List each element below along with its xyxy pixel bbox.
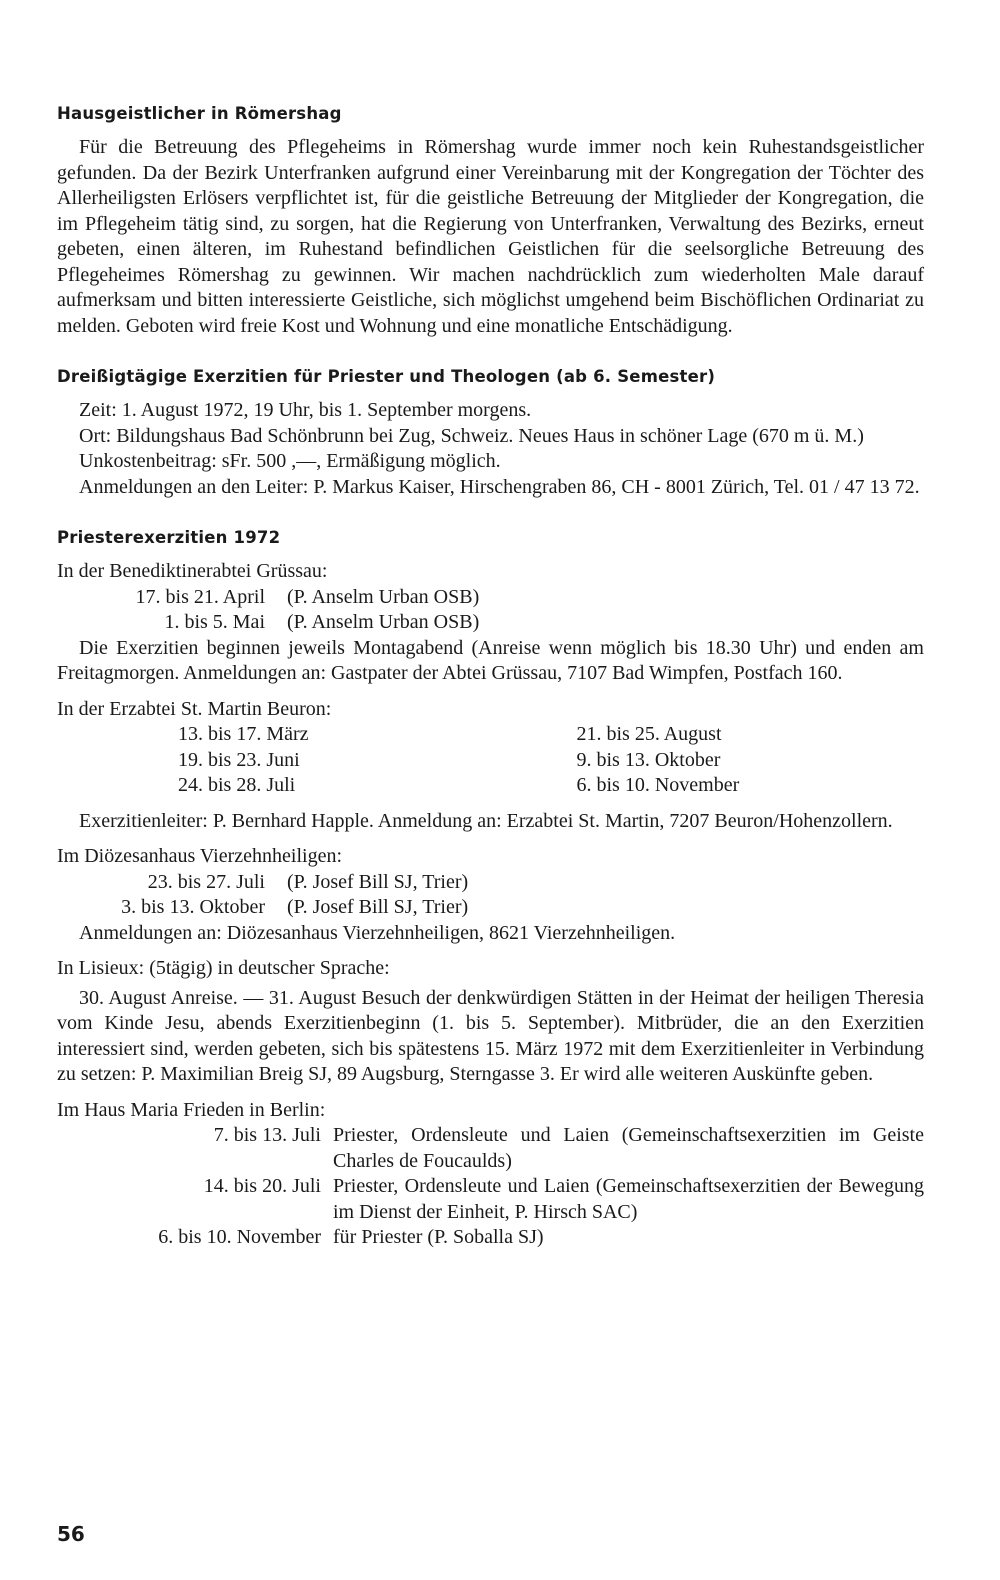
berlin-intro: Im Haus Maria Frieden in Berlin: [57,1098,326,1121]
lisieux-note: 30. August Anreise. — 31. August Besuch der denkwürdigen Stätten in der Heimat der heiligen Theresia vom Kinde Jesu, abends Exerzitienbeginn (1. bis 5. September). Mitbrüder, die an den Exerzitien interessiert sind, werden gebeten, sich bis spätestens 15. März 1972 mit dem Exerzitienleiter in Verbindung zu setzen: P. Maximilian Breig SJ, 89 Augsburg, Sterngasse 3. Er wird alle weiteren Auskünfte geben. [57,986,924,1085]
vierzehnheiligen-intro: Im Diözesanhaus Vierzehnheiligen: [57,845,342,867]
schedule-row [57,585,924,611]
section-priesterexerzitien [57,528,924,1251]
section-body: Für die Betreuung des Pflegeheims in Römershag wurde immer noch kein Ruhestandsgeistlicher gefunden. Da der Bezirk Unterfranken aufgrund einer Vereinbarung mit der Kongregation der Töchter des Allerheiligsten Erlösers verpflichtet ist, für die geistliche Betreuung der Mitglieder der Kongregation, die im Pflegeheim tätig sind, zu sorgen, hat die Regierung von Unterfranken, Verwaltung des Bezirks, erneut gebeten, einen älteren, im Ruhestand befindlichen Geistlichen für die seelsorgliche Betreuung des Pflegeheimes Römershag zu gewinnen. Wir machen nachdrücklich zum wiederholten Male darauf aufmerksam und bitten interessierte Geistliche, sich möglichst umgehend beim Bischöflichen Ordinariat zu melden. Geboten wird freie Kost und Wohnung und eine monatliche Entschädigung. [57,136,924,337]
berlin-schedule [57,1123,924,1251]
beuron-dates-left [117,722,521,799]
schedule-date: 13. bis 17. März [178,723,309,745]
ort-line: Ort: Bildungshaus Bad Schönbrunn bei Zug, Schweiz. Neues Haus in schöner Lage (670 m ü. M.) [79,424,864,447]
beuron-dates [57,722,924,799]
beitrag-line: Unkostenbeitrag: sFr. 500 ,—, Ermäßigung möglich. [79,450,501,472]
schedule-row [57,870,924,896]
schedule-date: 23. bis 27. Juli [147,870,265,893]
section-heading: Dreißigtägige Exerzitien für Priester und Theologen (ab 6. Semester) [57,367,716,386]
section-heading: Priesterexerzitien 1972 [57,528,281,547]
schedule-date: 14. bis 20. Juli [203,1175,321,1197]
schedule-row [57,895,924,921]
schedule-date: 3. bis 13. Oktober [121,896,265,918]
schedule-date: 7. bis 13. Juli [213,1124,321,1146]
beuron-dates-right [521,722,925,799]
schedule-description: Priester, Ordensleute und Laien (Gemeinschaftsexerzitien der Bewegung im Dienst der Einheit, P. Hirsch SAC) [333,1175,924,1223]
lisieux-intro: In Lisieux: (5tägig) in deutscher Sprache: [57,957,390,979]
section-roemershag [57,104,924,339]
section-dreissigtaegige-exerzitien [57,367,924,500]
beuron-note: Exerzitienleiter: P. Bernhard Happle. Anmeldung an: Erzabtei St. Martin, 7207 Beuron/Hohenzollern. [79,809,893,832]
schedule-date: 9. bis 13. Oktober [576,748,721,771]
schedule-date: 17. bis 21. April [135,585,265,608]
schedule-description: Priester, Ordensleute und Laien (Gemeinschaftsexerzitien im Geiste Charles de Foucaulds) [333,1124,924,1172]
vierzehnheiligen-note: Anmeldungen an: Diözesanhaus Vierzehnheiligen, 8621 Vierzehnheiligen. [79,921,676,944]
schedule-leader: (P. Anselm Urban OSB) [287,585,480,608]
schedule-date: 1. bis 5. Mai [164,611,265,633]
schedule-date: 6. bis 10. November [158,1226,321,1248]
document-page [57,104,924,1251]
schedule-row [57,610,924,636]
schedule-leader: (P. Anselm Urban OSB) [287,611,480,633]
schedule-leader: (P. Josef Bill SJ, Trier) [287,896,469,918]
gruessau-note: Die Exerzitien beginnen jeweils Montagabend (Anreise wenn möglich bis 18.30 Uhr) und enden am Freitagmorgen. Anmeldungen an: Gastpater der Abtei Grüssau, 7107 Bad Wimpfen, Postfach 160. [57,636,924,684]
zeit-line: Zeit: 1. August 1972, 19 Uhr, bis 1. September morgens. [79,399,532,421]
gruessau-intro: In der Benediktinerabtei Grüssau: [57,560,328,582]
schedule-date: 6. bis 10. November [576,774,740,796]
section-heading: Hausgeistlicher in Römershag [57,104,342,123]
anmeldung-line: Anmeldungen an den Leiter: P. Markus Kaiser, Hirschengraben 86, CH - 8001 Zürich, Tel. 01 / 47 13 72. [79,475,920,498]
beuron-intro: In der Erzabtei St. Martin Beuron: [57,697,332,720]
schedule-leader: (P. Josef Bill SJ, Trier) [287,870,469,893]
schedule-description: für Priester (P. Soballa SJ) [333,1226,544,1248]
schedule-date: 21. bis 25. August [576,723,722,745]
page-number: 56 [57,1522,85,1546]
schedule-date: 24. bis 28. Juli [178,774,296,796]
schedule-date: 19. bis 23. Juni [178,748,300,771]
